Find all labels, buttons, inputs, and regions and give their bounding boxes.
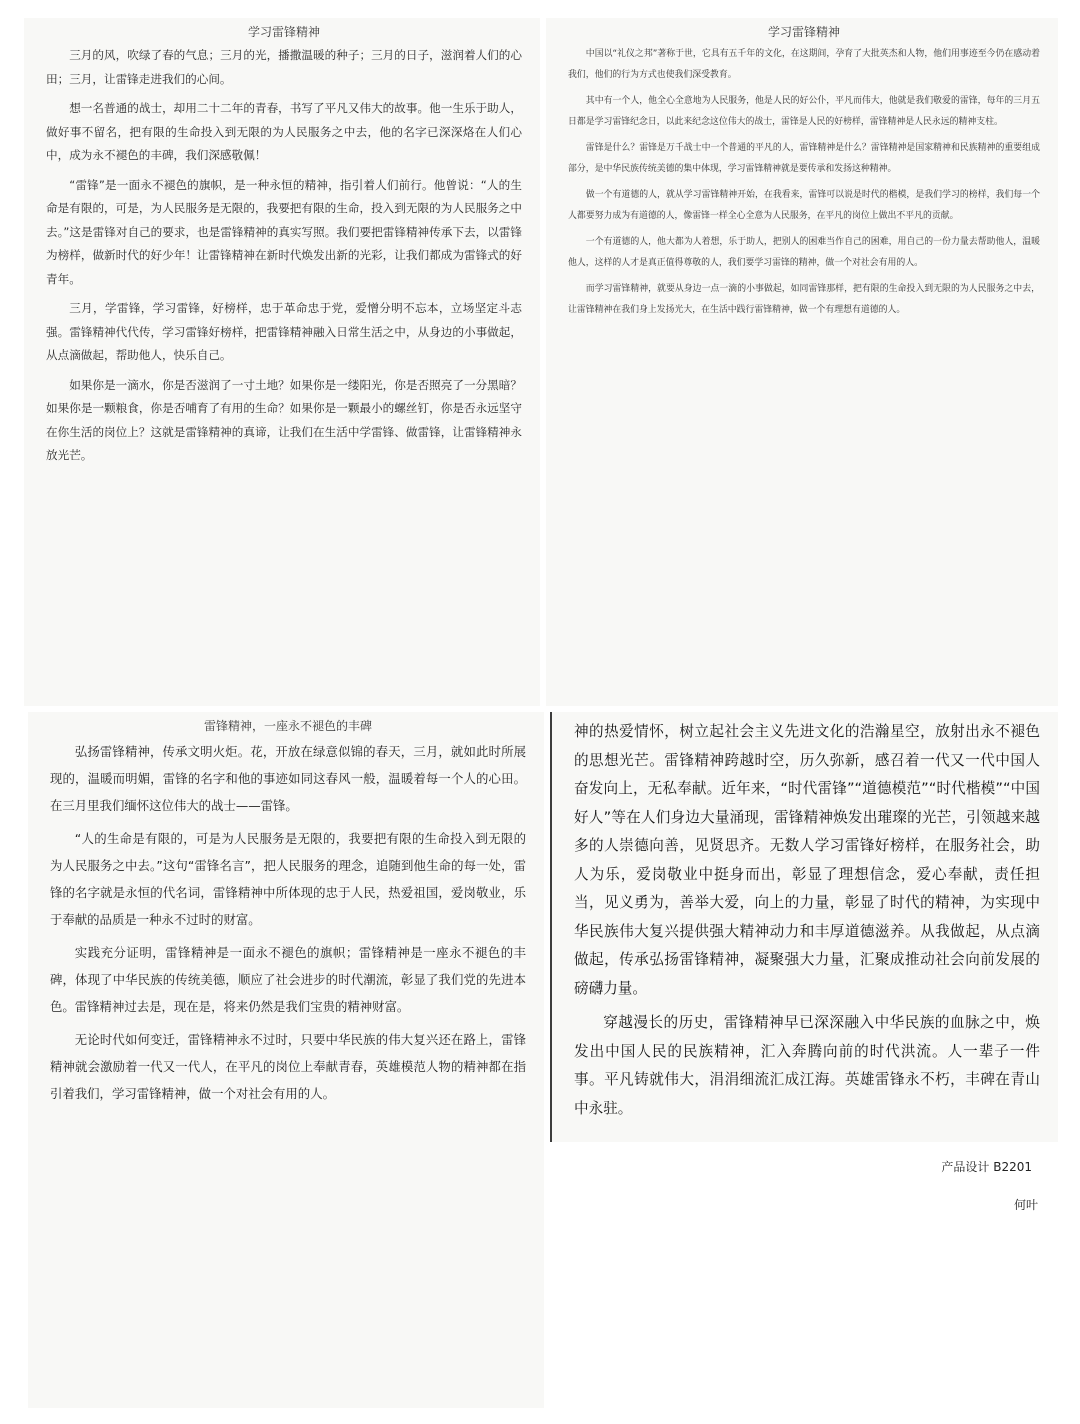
essay-paragraph: 穿越漫长的历史，雷锋精神早已深深融入中华民族的血脉之中，焕发出中国人民的民族精神，汇入奔腾向前的时代洪流。人一辈子一件事。平凡铸就伟大，涓涓细流汇成江海。英雄雷锋永不朽，丰碑在青山中永驻。 (574, 1014, 1040, 1117)
essay-paragraph: 神的热爱情怀，树立起社会主义先进文化的浩瀚星空，放射出永不褪色的思想光芒。雷锋精神跨越时空，历久弥新，感召着一代又一代中国人奋发向上，无私奉献。近年来，“时代雷锋”“道德模范”“时代楷模”“中国好人”等在人们身边大量涌现，雷锋精神焕发出璀璨的光芒，引领越来越多的人崇德向善，见贤思齐。无数人学习雷锋好榜样，在服务社会，助人为乐，爱岗敬业中挺身而出，彰显了理想信念，爱心奉献，责任担当，见义勇为，善举大爱，向上的力量，彰显了时代的精神，为实现中华民族伟大复兴提供强大精神动力和丰厚道德滋养。从我做起，从点滴做起，传承弘扬雷锋精神，凝聚强大力量，汇聚成推动社会向前发展的磅礴力量。 (574, 723, 1040, 997)
essay-paragraph: “人的生命是有限的，可是为人民服务是无限的，我要把有限的生命投入到无限的为人民服务之中去。”这句“雷锋名言”，把人民服务的理念，追随到他生命的每一处，雷锋的名字就是永恒的代名词，雷锋精神中所体现的忠于人民，热爱祖国，爱岗敬业，乐于奉献的品质是一种永不过时的财富。 (50, 831, 526, 927)
essay-paragraph: 中国以“礼仪之邦”著称于世，它具有五千年的文化，在这期间，孕育了大批英杰和人物，他们用事迹至今仍在感动着我们，他们的行为方式也使我们深受教育。 (568, 49, 1040, 80)
essay-sheet-2 (546, 18, 1058, 706)
essay-title-2: 学习雷锋精神 (767, 25, 840, 39)
essay-sheet-1 (24, 18, 540, 706)
essay-sheet-3 (28, 712, 544, 1408)
essay-paragraph: 如果你是一滴水，你是否滋润了一寸土地？如果你是一缕阳光，你是否照亮了一分黑暗？如果你是一颗粮食，你是否哺育了有用的生命？如果你是一颗最小的螺丝钉，你是否永远坚守在你生活的岗位上？这就是雷锋精神的真谛，让我们在生活中学雷锋、做雷锋，让雷锋精神永放光芒。 (46, 377, 522, 462)
essay-paragraph: 而学习雷锋精神，就要从身边一点一滴的小事做起，如同雷锋那样，把有限的生命投入到无限的为人民服务之中去，让雷锋精神在我们身上发扬光大，在生活中践行雷锋精神，做一个有理想有道德的人。 (568, 284, 1040, 315)
essay-paragraph: “雷锋”是一面永不褪色的旗帜，是一种永恒的精神，指引着人们前行。他曾说：“人的生命是有限的，可是，为人民服务是无限的，我要把有限的生命，投入到无限的为人民服务之中去。”这是雷锋对自己的要求，也是雷锋精神的真实写照。我们要把雷锋精神传承下去，以雷锋为榜样，做新时代的好少年！让雷锋精神在新时代焕发出新的光彩，让我们都成为雷锋式的好青年。 (46, 177, 522, 286)
essay-paragraph: 弘扬雷锋精神，传承文明火炬。花，开放在绿意似锦的春天，三月，就如此时所展现的，温暖而明媚，雷锋的名字和他的事迹如同这春风一般，温暖着每一个人的心田。在三月里我们缅怀这位伟大的战士——雷锋。 (50, 744, 526, 813)
essay-paragraph: 实践充分证明，雷锋精神是一面永不褪色的旗帜；雷锋精神是一座永不褪色的丰碑，体现了中华民族的传统美德，顺应了社会进步的时代潮流，彰显了我们党的先进本色。雷锋精神过去是，现在是，将来仍然是我们宝贵的精神财富。 (50, 945, 526, 1014)
signature-class: 产品设计 B2201 (941, 1160, 1032, 1174)
essay-paragraph: 其中有一个人，他全心全意地为人民服务，他是人民的好公仆，平凡而伟大，他就是我们敬爱的雷锋，每年的三月五日都是学习雷锋纪念日，以此来纪念这位伟大的战士，雷锋是人民的好榜样，雷锋精神是人民永远的精神支柱。 (568, 96, 1040, 127)
signature-name: 何叶 (1013, 1198, 1038, 1212)
essay-paragraph: 一个有道德的人，他大都为人着想，乐于助人，把别人的困难当作自己的困难，用自己的一份力量去帮助他人，温暖他人，这样的人才是真正值得尊敬的人，我们要学习雷锋的精神，做一个对社会有用的人。 (568, 237, 1040, 268)
essay-paragraph: 想一名普通的战士，却用二十二年的青春，书写了平凡又伟大的故事。他一生乐于助人，做好事不留名，把有限的生命投入到无限的为人民服务之中去，他的名字已深深烙在人们心中，成为永不褪色的丰碑，我们深感敬佩！ (46, 101, 522, 162)
essay-title-1: 学习雷锋精神 (247, 25, 320, 39)
essay-sheet-4 (550, 712, 1058, 1142)
essay-paragraph: 三月，学雷锋，学习雷锋，好榜样，忠于革命忠于党，爱憎分明不忘本，立场坚定斗志强。雷锋精神代代传，学习雷锋好榜样，把雷锋精神融入日常生活之中，从身边的小事做起，从点滴做起，帮助他人，快乐自己。 (46, 301, 522, 362)
essay-paragraph: 三月的风，吹绿了春的气息；三月的光，播撒温暖的种子；三月的日子，滋润着人们的心田；三月，让雷锋走进我们的心间。 (46, 48, 522, 86)
essay-paragraph: 雷锋是什么？雷锋是万千战士中一个普通的平凡的人，雷锋精神是什么？雷锋精神是国家精神和民族精神的重要组成部分，是中华民族传统美德的集中体现，学习雷锋精神就是要传承和发扬这种精神。 (568, 143, 1040, 174)
essay-title-3: 雷锋精神，一座永不褪色的丰碑 (203, 719, 372, 733)
essay-paragraph: 做一个有道德的人，就从学习雷锋精神开始，在我看来，雷锋可以说是时代的楷模，是我们学习的榜样，我们每一个人都要努力成为有道德的人，像雷锋一样全心全意为人民服务，在平凡的岗位上做出不平凡的贡献。 (568, 190, 1040, 221)
essay-paragraph: 无论时代如何变迁，雷锋精神永不过时，只要中华民族的伟大复兴还在路上，雷锋精神就会激励着一代又一代人，在平凡的岗位上奉献青春，英雄模范人物的精神都在指引着我们，学习雷锋精神，做一个对社会有用的人。 (50, 1032, 526, 1101)
